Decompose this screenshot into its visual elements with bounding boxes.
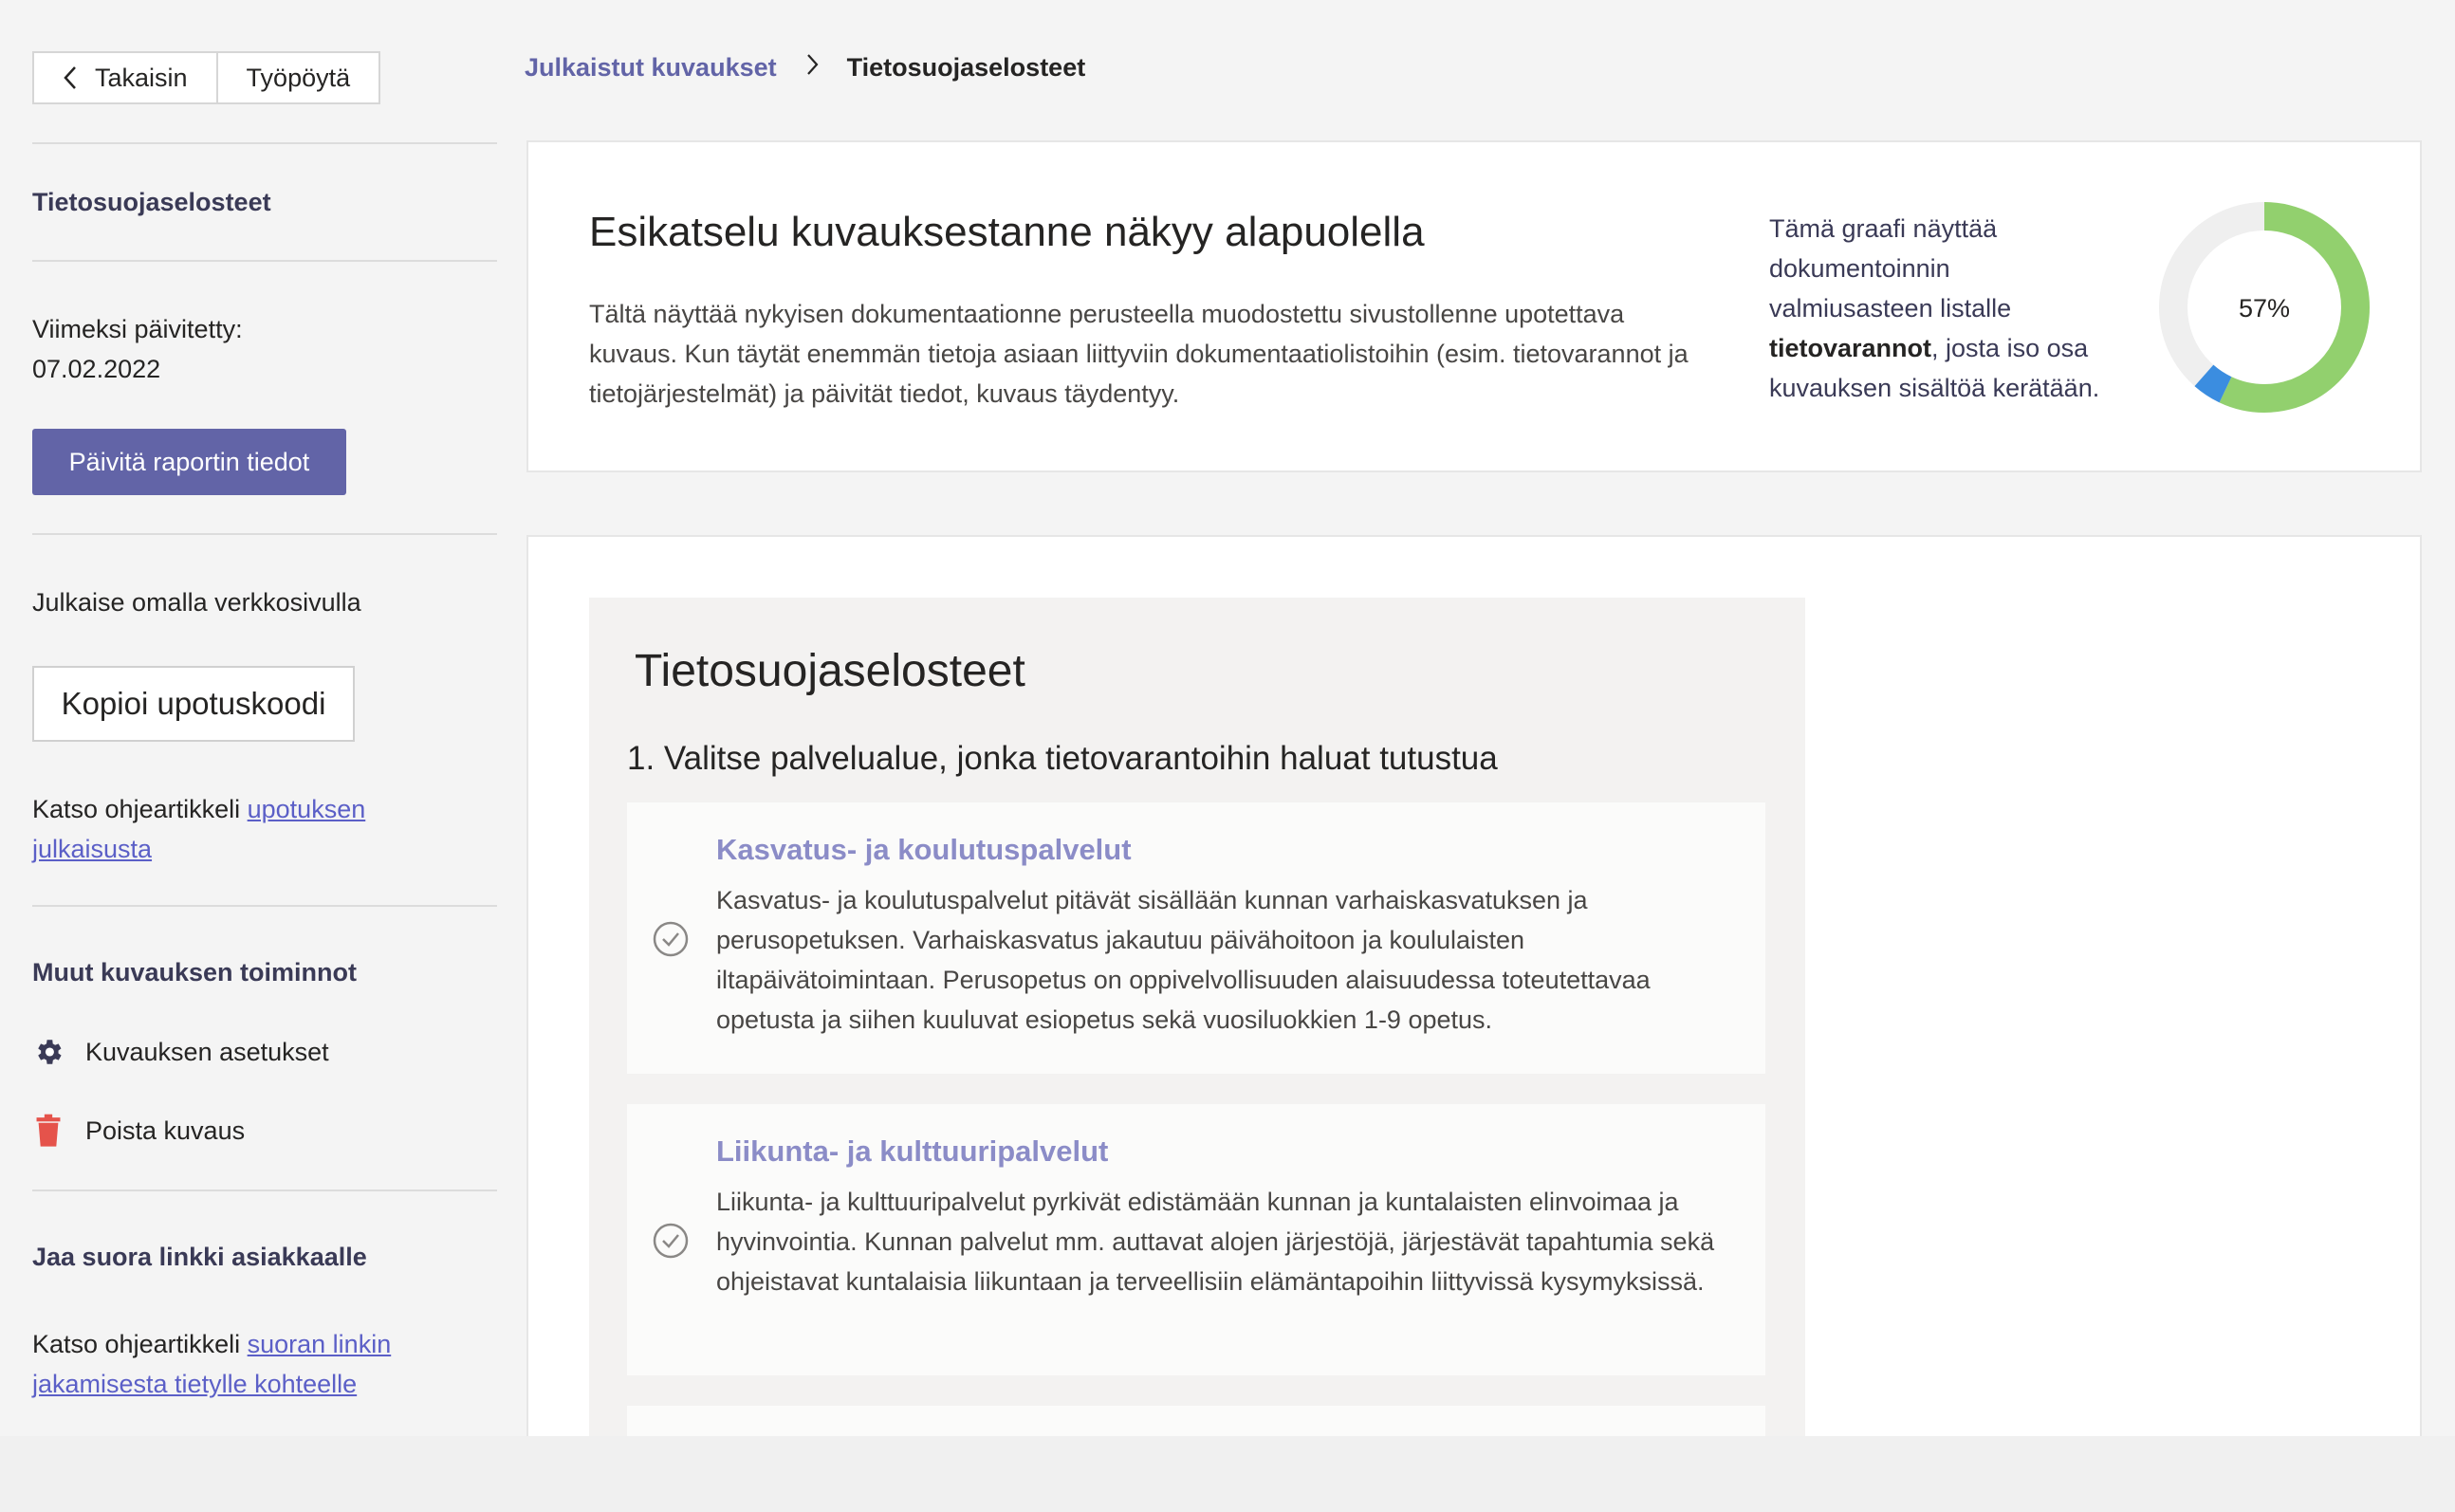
delete-label: Poista kuvaus bbox=[85, 1116, 246, 1145]
delete-description-action[interactable] bbox=[32, 1114, 245, 1148]
share-help-prefix: Katso ohjeartikkeli bbox=[32, 1330, 248, 1358]
preview-info-card bbox=[526, 140, 2422, 472]
nav-button-group bbox=[32, 51, 380, 104]
other-actions-title: Muut kuvauksen toiminnot bbox=[32, 958, 358, 986]
embed-help-link[interactable]: upotuksen julkaisusta bbox=[32, 795, 366, 863]
completion-donut-chart bbox=[2158, 201, 2371, 414]
preview-description: Tältä näyttää nykyisen dokumentaationne perusteella muodostettu sivustollenne upotettava kuvaus. Kun täytät enemmän tietoja asiaan liittyviin dokumentaatiolistoihin (esim. tietovarannot ja tietojärjestelmät) ja päivität tiedot, kuvaus täydentyy. bbox=[589, 300, 1689, 408]
updated-label: Viimeksi päivitetty: bbox=[32, 315, 243, 343]
sidebar bbox=[32, 0, 497, 1512]
desktop-button-label: Työpöytä bbox=[246, 63, 351, 92]
description-settings-action[interactable] bbox=[32, 1036, 329, 1068]
embed-help-text bbox=[32, 789, 431, 869]
chevron-right-icon bbox=[805, 53, 819, 83]
service-title: Liikunta- ja kulttuuripalvelut bbox=[716, 1134, 1109, 1168]
graph-text-before: Tämä graafi näyttää dokumentoinnin valmiusasteen listalle bbox=[1769, 214, 2012, 323]
divider bbox=[32, 142, 497, 144]
footer-strip bbox=[0, 1436, 2455, 1512]
embed-help-prefix: Katso ohjeartikkeli bbox=[32, 795, 248, 823]
settings-label: Kuvauksen asetukset bbox=[85, 1037, 329, 1066]
publish-label: Julkaise omalla verkkosivulla bbox=[32, 588, 361, 617]
back-button[interactable] bbox=[34, 53, 216, 102]
divider bbox=[32, 260, 497, 262]
check-circle-icon bbox=[652, 1222, 690, 1260]
share-title: Jaa suora linkki asiakkaalle bbox=[32, 1243, 367, 1271]
graph-text-after: , josta iso osa kuvauksen sisältöä kerätään. bbox=[1769, 334, 2100, 402]
divider bbox=[32, 905, 497, 907]
service-description: Liikunta- ja kulttuuripalvelut pyrkivät edistämään kunnan ja kuntalaisten elinvoimaa ja hyvinvointia. Kunnan palvelut mm. auttavat alojen järjestöjä, järjestävät tapahtumia sekä ohjeistavat kuntalaisia liikuntaan ja terveellisiin elämäntapoihin liittyvissä kysymyksissä. bbox=[716, 1188, 1715, 1296]
check-circle-icon bbox=[652, 920, 690, 958]
section-title: Tietosuojaselosteet bbox=[32, 188, 271, 216]
graph-description bbox=[1769, 209, 2120, 408]
breadcrumb-current: Tietosuojaselosteet bbox=[846, 53, 1086, 82]
embed-preview bbox=[589, 598, 1805, 1512]
graph-text-bold: tietovarannot bbox=[1769, 334, 1932, 362]
embed-step-label: 1. Valitse palvelualue, jonka tietovarantoihin haluat tutustua bbox=[627, 740, 1498, 777]
chevron-left-icon bbox=[63, 65, 78, 90]
service-description: Kasvatus- ja koulutuspalvelut pitävät sisällään kunnan varhaiskasvatuksen ja perusopetuksen. Varhaiskasvatus jakautuu päivähoitoon ja koululaisten iltapäivätoimintaan. Perusopetus on oppivelvollisuuden alaisuudessa toteutettavaa opetusta ja siihen kuuluvat esiopetus sekä vuosiluokkien 1-9 opetus. bbox=[716, 886, 1651, 1034]
divider bbox=[32, 533, 497, 535]
divider bbox=[32, 1189, 497, 1191]
update-report-button[interactable]: Päivitä raportin tiedot bbox=[32, 429, 346, 495]
service-item-liikunta[interactable] bbox=[627, 1104, 1765, 1375]
breadcrumb-parent-link[interactable]: Julkaistut kuvaukset bbox=[525, 53, 777, 82]
preview-title: Esikatselu kuvauksestanne näkyy alapuolella bbox=[589, 209, 1425, 255]
trash-icon bbox=[32, 1114, 65, 1148]
service-title: Kasvatus- ja koulutuspalvelut bbox=[716, 833, 1132, 866]
gear-icon bbox=[32, 1036, 65, 1068]
service-item-kasvatus[interactable] bbox=[627, 802, 1765, 1074]
back-button-label: Takaisin bbox=[95, 63, 188, 92]
embed-preview-card bbox=[526, 535, 2422, 1512]
copy-embed-code-button[interactable]: Kopioi upotuskoodi bbox=[32, 666, 355, 742]
desktop-button[interactable] bbox=[216, 53, 379, 102]
embed-title: Tietosuojaselosteet bbox=[635, 646, 1025, 696]
share-help-link[interactable]: suoran linkin jakamisesta tietylle kohteelle bbox=[32, 1330, 392, 1398]
donut-percent-label: 57% bbox=[2238, 294, 2291, 323]
share-help-text bbox=[32, 1324, 450, 1404]
updated-date: 07.02.2022 bbox=[32, 355, 161, 383]
breadcrumb bbox=[525, 53, 1085, 83]
